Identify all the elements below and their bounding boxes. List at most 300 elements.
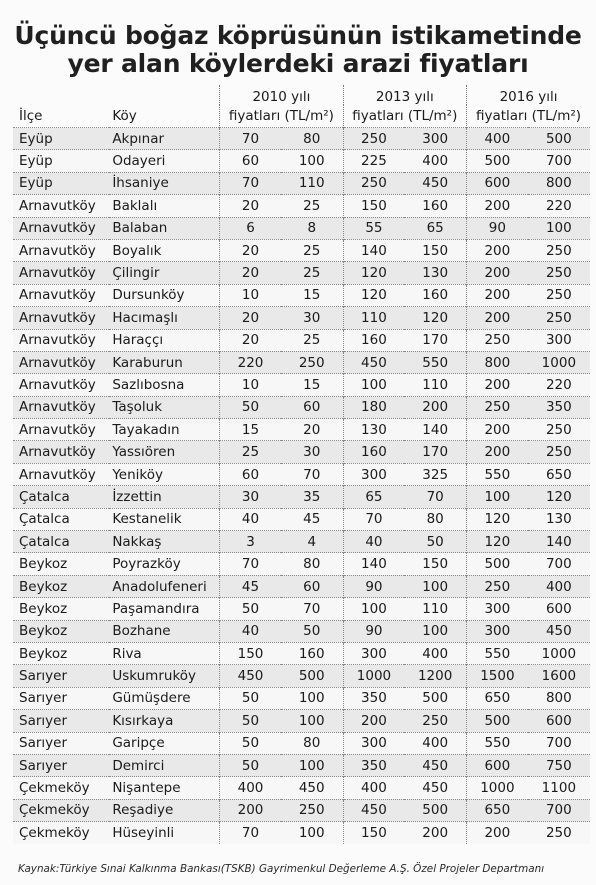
price-table-container	[13, 85, 590, 844]
price-2013-max: 65	[404, 217, 466, 239]
price-2016-min: 300	[467, 598, 528, 620]
header-2013-year: 2013 yılı	[343, 85, 466, 105]
koy-cell: Reşadiye	[109, 799, 219, 821]
price-2016-min: 120	[467, 508, 528, 530]
price-2016-max: 650	[528, 463, 590, 485]
price-2016-max: 120	[528, 486, 590, 508]
koy-cell: Hacımaşlı	[109, 307, 219, 329]
price-2013-max: 100	[404, 575, 466, 597]
table-body	[13, 128, 590, 844]
ilce-cell: Arnavutköy	[13, 329, 109, 351]
price-2016-max: 1600	[528, 665, 590, 687]
ilce-cell: Arnavutköy	[13, 463, 109, 485]
land-price-table	[13, 85, 590, 844]
price-2013-min: 55	[343, 217, 404, 239]
price-2016-max: 220	[528, 195, 590, 217]
table-row	[13, 553, 590, 575]
price-2016-max: 130	[528, 508, 590, 530]
price-2010-max: 100	[281, 687, 343, 709]
koy-cell: Yassıören	[109, 441, 219, 463]
ilce-cell: Çekmeköy	[13, 822, 109, 844]
price-2010-max: 25	[281, 195, 343, 217]
price-2013-min: 150	[343, 822, 404, 844]
price-2013-min: 140	[343, 553, 404, 575]
price-2013-max: 325	[404, 463, 466, 485]
price-2013-max: 400	[404, 732, 466, 754]
koy-cell: Anadolufeneri	[109, 575, 219, 597]
ilce-cell: Sarıyer	[13, 665, 109, 687]
price-2016-min: 650	[467, 799, 528, 821]
ilce-cell: Çekmeköy	[13, 777, 109, 799]
table-row	[13, 217, 590, 239]
price-2013-min: 100	[343, 598, 404, 620]
price-2013-min: 400	[343, 777, 404, 799]
price-2013-min: 300	[343, 642, 404, 664]
price-2016-min: 120	[467, 531, 528, 553]
price-2010-min: 70	[220, 128, 281, 150]
table-row	[13, 419, 590, 441]
price-2013-min: 130	[343, 419, 404, 441]
price-2013-max: 400	[404, 642, 466, 664]
price-2013-max: 80	[404, 508, 466, 530]
table-row	[13, 799, 590, 821]
price-2016-max: 350	[528, 396, 590, 418]
price-2013-max: 70	[404, 486, 466, 508]
price-2013-max: 160	[404, 284, 466, 306]
price-2010-max: 450	[281, 777, 343, 799]
price-2013-min: 70	[343, 508, 404, 530]
price-2010-max: 500	[281, 665, 343, 687]
koy-cell: Haraççı	[109, 329, 219, 351]
price-2013-max: 130	[404, 262, 466, 284]
price-2010-max: 100	[281, 822, 343, 844]
price-2013-max: 1200	[404, 665, 466, 687]
price-2010-max: 60	[281, 396, 343, 418]
price-2013-max: 200	[404, 822, 466, 844]
price-2016-max: 800	[528, 172, 590, 194]
price-2010-min: 70	[220, 553, 281, 575]
table-row	[13, 531, 590, 553]
price-2010-max: 25	[281, 329, 343, 351]
price-2016-min: 200	[467, 307, 528, 329]
page-title	[0, 0, 596, 78]
price-2016-min: 200	[467, 195, 528, 217]
price-2016-max: 700	[528, 150, 590, 172]
price-2016-min: 400	[467, 128, 528, 150]
price-2016-max: 800	[528, 687, 590, 709]
price-2010-max: 80	[281, 732, 343, 754]
price-2013-min: 450	[343, 351, 404, 373]
price-2013-min: 250	[343, 128, 404, 150]
price-2010-min: 220	[220, 351, 281, 373]
price-2013-max: 300	[404, 128, 466, 150]
price-2016-min: 200	[467, 239, 528, 261]
koy-cell: İzzettin	[109, 486, 219, 508]
ilce-cell: Çekmeköy	[13, 799, 109, 821]
table-row	[13, 150, 590, 172]
koy-cell: Balaban	[109, 217, 219, 239]
price-2016-min: 650	[467, 687, 528, 709]
ilce-cell: Arnavutköy	[13, 195, 109, 217]
price-2016-min: 200	[467, 822, 528, 844]
koy-cell: Odayeri	[109, 150, 219, 172]
price-2010-min: 45	[220, 575, 281, 597]
koy-cell: Poyrazköy	[109, 553, 219, 575]
table-row	[13, 620, 590, 642]
price-2013-max: 170	[404, 441, 466, 463]
price-2016-min: 550	[467, 732, 528, 754]
price-2016-min: 500	[467, 553, 528, 575]
price-2013-min: 200	[343, 710, 404, 732]
price-2010-min: 150	[220, 642, 281, 664]
table-row	[13, 642, 590, 664]
price-2013-min: 100	[343, 374, 404, 396]
price-2010-min: 20	[220, 262, 281, 284]
price-2016-min: 200	[467, 441, 528, 463]
price-2016-min: 600	[467, 754, 528, 776]
koy-cell: Karaburun	[109, 351, 219, 373]
price-2010-max: 160	[281, 642, 343, 664]
koy-cell: Garipçe	[109, 732, 219, 754]
price-2016-max: 250	[528, 822, 590, 844]
ilce-cell: Beykoz	[13, 642, 109, 664]
price-2010-max: 110	[281, 172, 343, 194]
koy-cell: Boyalık	[109, 239, 219, 261]
price-2010-max: 70	[281, 463, 343, 485]
price-2013-min: 90	[343, 620, 404, 642]
price-2013-max: 160	[404, 195, 466, 217]
table-row	[13, 777, 590, 799]
price-2016-min: 550	[467, 642, 528, 664]
price-2013-max: 140	[404, 419, 466, 441]
ilce-cell: Arnavutköy	[13, 262, 109, 284]
ilce-cell: Sarıyer	[13, 754, 109, 776]
price-2016-max: 140	[528, 531, 590, 553]
price-2016-max: 700	[528, 732, 590, 754]
price-2016-max: 300	[528, 329, 590, 351]
table-header	[13, 85, 590, 128]
price-2010-min: 10	[220, 284, 281, 306]
price-2010-min: 20	[220, 307, 281, 329]
ilce-cell: Çatalca	[13, 486, 109, 508]
price-2010-max: 25	[281, 262, 343, 284]
ilce-cell: Arnavutköy	[13, 284, 109, 306]
price-2010-min: 10	[220, 374, 281, 396]
price-2013-min: 300	[343, 463, 404, 485]
price-2016-max: 220	[528, 374, 590, 396]
table-row	[13, 128, 590, 150]
header-2016-year: 2016 yılı	[467, 85, 590, 105]
price-2016-min: 800	[467, 351, 528, 373]
koy-cell: Kestanelik	[109, 508, 219, 530]
table-row	[13, 307, 590, 329]
price-2010-max: 50	[281, 620, 343, 642]
price-2010-min: 400	[220, 777, 281, 799]
price-2013-max: 450	[404, 777, 466, 799]
price-2010-max: 80	[281, 128, 343, 150]
ilce-cell: Çatalca	[13, 531, 109, 553]
koy-cell: Hüseyinli	[109, 822, 219, 844]
title-line-1: Üçüncü boğaz köprüsünün istikametinde	[14, 21, 582, 50]
price-2010-min: 20	[220, 239, 281, 261]
price-2010-max: 60	[281, 575, 343, 597]
ilce-cell: Arnavutköy	[13, 374, 109, 396]
price-2013-max: 500	[404, 799, 466, 821]
table-row	[13, 732, 590, 754]
price-2010-max: 30	[281, 307, 343, 329]
koy-cell: Bozhane	[109, 620, 219, 642]
header-2010-unit: fiyatları (TL/m²)	[220, 105, 343, 128]
price-2013-max: 100	[404, 620, 466, 642]
header-ilce: İlçe	[19, 108, 43, 124]
price-2013-max: 500	[404, 687, 466, 709]
price-2010-min: 30	[220, 486, 281, 508]
price-2010-min: 40	[220, 620, 281, 642]
table-row	[13, 374, 590, 396]
price-2013-min: 450	[343, 799, 404, 821]
koy-cell: Taşoluk	[109, 396, 219, 418]
price-2010-max: 8	[281, 217, 343, 239]
price-2010-min: 50	[220, 754, 281, 776]
price-2016-max: 100	[528, 217, 590, 239]
price-2016-max: 1000	[528, 351, 590, 373]
price-2016-max: 250	[528, 441, 590, 463]
price-2016-max: 250	[528, 419, 590, 441]
ilce-cell: Arnavutköy	[13, 441, 109, 463]
price-2016-max: 1000	[528, 642, 590, 664]
price-2010-max: 45	[281, 508, 343, 530]
ilce-cell: Arnavutköy	[13, 351, 109, 373]
price-2010-min: 70	[220, 822, 281, 844]
price-2010-max: 250	[281, 799, 343, 821]
price-2013-max: 110	[404, 598, 466, 620]
table-row	[13, 284, 590, 306]
price-2010-max: 70	[281, 598, 343, 620]
koy-cell: Tayakadın	[109, 419, 219, 441]
table-row	[13, 172, 590, 194]
price-2013-max: 170	[404, 329, 466, 351]
price-2013-max: 150	[404, 553, 466, 575]
koy-cell: Sazlıbosna	[109, 374, 219, 396]
source-note: Kaynak:Türkiye Sınai Kalkınma Bankası(TSKB) Gayrimenkul Değerleme A.Ş. Özel Projeler Departmanı	[18, 863, 545, 875]
price-2013-max: 110	[404, 374, 466, 396]
ilce-cell: Eyüp	[13, 150, 109, 172]
price-2010-min: 50	[220, 687, 281, 709]
price-2013-min: 180	[343, 396, 404, 418]
koy-cell: İhsaniye	[109, 172, 219, 194]
price-2010-max: 4	[281, 531, 343, 553]
koy-cell: Çilingir	[109, 262, 219, 284]
table-row	[13, 329, 590, 351]
price-2010-max: 35	[281, 486, 343, 508]
ilce-cell: Beykoz	[13, 620, 109, 642]
header-koy: Köy	[112, 108, 137, 124]
table-row	[13, 687, 590, 709]
price-2013-max: 50	[404, 531, 466, 553]
price-2013-min: 110	[343, 307, 404, 329]
price-2013-min: 160	[343, 329, 404, 351]
price-2013-max: 200	[404, 396, 466, 418]
koy-cell: Yeniköy	[109, 463, 219, 485]
table-row	[13, 508, 590, 530]
koy-cell: Uskumruköy	[109, 665, 219, 687]
price-2010-min: 15	[220, 419, 281, 441]
header-2010-year: 2010 yılı	[220, 85, 343, 105]
table-row	[13, 463, 590, 485]
price-2013-min: 140	[343, 239, 404, 261]
koy-cell: Baklalı	[109, 195, 219, 217]
price-2016-min: 250	[467, 575, 528, 597]
price-2013-min: 90	[343, 575, 404, 597]
ilce-cell: Beykoz	[13, 553, 109, 575]
koy-cell: Akpınar	[109, 128, 219, 150]
ilce-cell: Beykoz	[13, 598, 109, 620]
table-row	[13, 351, 590, 373]
price-2010-min: 70	[220, 172, 281, 194]
price-2010-max: 15	[281, 284, 343, 306]
price-2016-max: 1100	[528, 777, 590, 799]
price-2013-min: 150	[343, 195, 404, 217]
price-2010-max: 80	[281, 553, 343, 575]
price-2013-min: 120	[343, 262, 404, 284]
ilce-cell: Eyüp	[13, 172, 109, 194]
price-2010-max: 30	[281, 441, 343, 463]
price-2013-min: 120	[343, 284, 404, 306]
price-2016-max: 700	[528, 799, 590, 821]
price-2010-max: 25	[281, 239, 343, 261]
koy-cell: Riva	[109, 642, 219, 664]
price-2016-min: 600	[467, 172, 528, 194]
price-2016-max: 450	[528, 620, 590, 642]
price-2010-min: 450	[220, 665, 281, 687]
price-2016-min: 100	[467, 486, 528, 508]
price-2013-max: 550	[404, 351, 466, 373]
price-2013-min: 350	[343, 687, 404, 709]
table-row	[13, 598, 590, 620]
price-2010-min: 60	[220, 463, 281, 485]
price-2010-max: 100	[281, 150, 343, 172]
price-2010-max: 250	[281, 351, 343, 373]
table-row	[13, 754, 590, 776]
table-row	[13, 239, 590, 261]
price-2010-max: 15	[281, 374, 343, 396]
price-2013-max: 120	[404, 307, 466, 329]
price-2016-max: 250	[528, 262, 590, 284]
price-2013-max: 450	[404, 172, 466, 194]
price-2016-max: 250	[528, 307, 590, 329]
ilce-cell: Arnavutköy	[13, 396, 109, 418]
table-row	[13, 665, 590, 687]
ilce-cell: Arnavutköy	[13, 307, 109, 329]
price-2010-min: 25	[220, 441, 281, 463]
price-2013-min: 250	[343, 172, 404, 194]
table-row	[13, 262, 590, 284]
price-2013-min: 40	[343, 531, 404, 553]
price-2013-min: 160	[343, 441, 404, 463]
price-2013-min: 65	[343, 486, 404, 508]
price-2010-min: 50	[220, 396, 281, 418]
table-row	[13, 710, 590, 732]
price-2016-min: 200	[467, 284, 528, 306]
price-2013-max: 450	[404, 754, 466, 776]
price-2010-min: 6	[220, 217, 281, 239]
price-2010-max: 100	[281, 710, 343, 732]
price-2016-min: 500	[467, 150, 528, 172]
koy-cell: Nişantepe	[109, 777, 219, 799]
price-2016-max: 250	[528, 239, 590, 261]
ilce-cell: Arnavutköy	[13, 217, 109, 239]
koy-cell: Paşamandıra	[109, 598, 219, 620]
price-2016-max: 750	[528, 754, 590, 776]
price-2016-min: 300	[467, 620, 528, 642]
price-2010-max: 100	[281, 754, 343, 776]
price-2016-min: 200	[467, 374, 528, 396]
price-2016-max: 600	[528, 598, 590, 620]
price-2016-min: 1500	[467, 665, 528, 687]
koy-cell: Gümüşdere	[109, 687, 219, 709]
price-2010-min: 3	[220, 531, 281, 553]
price-2010-max: 20	[281, 419, 343, 441]
ilce-cell: Beykoz	[13, 575, 109, 597]
ilce-cell: Eyüp	[13, 128, 109, 150]
price-2010-min: 200	[220, 799, 281, 821]
koy-cell: Nakkaş	[109, 531, 219, 553]
koy-cell: Dursunköy	[109, 284, 219, 306]
price-2016-min: 250	[467, 329, 528, 351]
ilce-cell: Arnavutköy	[13, 419, 109, 441]
koy-cell: Kısırkaya	[109, 710, 219, 732]
price-2010-min: 40	[220, 508, 281, 530]
price-2013-max: 400	[404, 150, 466, 172]
koy-cell: Demirci	[109, 754, 219, 776]
price-2010-min: 60	[220, 150, 281, 172]
ilce-cell: Sarıyer	[13, 732, 109, 754]
price-2016-min: 1000	[467, 777, 528, 799]
ilce-cell: Sarıyer	[13, 687, 109, 709]
price-2016-max: 500	[528, 128, 590, 150]
price-2013-min: 350	[343, 754, 404, 776]
price-2010-min: 50	[220, 710, 281, 732]
ilce-cell: Çatalca	[13, 508, 109, 530]
price-2016-max: 600	[528, 710, 590, 732]
price-2010-min: 20	[220, 329, 281, 351]
price-2013-min: 225	[343, 150, 404, 172]
price-2010-min: 20	[220, 195, 281, 217]
header-2013-unit: fiyatları (TL/m²)	[343, 105, 466, 128]
price-2010-min: 50	[220, 732, 281, 754]
price-2016-min: 200	[467, 419, 528, 441]
price-2013-max: 250	[404, 710, 466, 732]
table-row	[13, 486, 590, 508]
ilce-cell: Sarıyer	[13, 710, 109, 732]
table-row	[13, 195, 590, 217]
price-2013-min: 1000	[343, 665, 404, 687]
price-2016-min: 250	[467, 396, 528, 418]
table-row	[13, 396, 590, 418]
table-row	[13, 441, 590, 463]
title-line-2: yer alan köylerdeki arazi fiyatları	[67, 49, 529, 78]
table-row	[13, 822, 590, 844]
price-2016-min: 550	[467, 463, 528, 485]
price-2013-min: 300	[343, 732, 404, 754]
price-2016-max: 400	[528, 575, 590, 597]
price-2016-max: 700	[528, 553, 590, 575]
table-row	[13, 575, 590, 597]
header-2016-unit: fiyatları (TL/m²)	[467, 105, 590, 128]
price-2016-min: 500	[467, 710, 528, 732]
price-2016-max: 250	[528, 284, 590, 306]
price-2016-min: 200	[467, 262, 528, 284]
